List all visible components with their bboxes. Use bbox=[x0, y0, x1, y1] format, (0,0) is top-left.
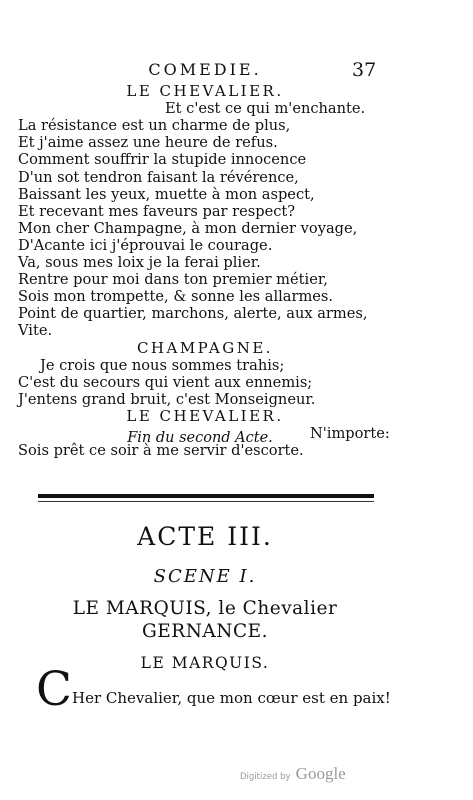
act-title: ACTE III. bbox=[137, 522, 273, 551]
watermark-prefix: Digitized by bbox=[240, 772, 291, 782]
speaker-heading: CHAMPAGNE. bbox=[136, 338, 274, 357]
running-title: COMEDIE. bbox=[148, 60, 262, 79]
speaker-heading: LE CHEVALIER. bbox=[126, 406, 284, 425]
drop-cap: C bbox=[36, 662, 72, 717]
verse-line: Sois mon trompette, & sonne les allarmes. bbox=[18, 288, 334, 306]
verse-line: Mon cher Champagne, à mon dernier voyage, bbox=[18, 219, 358, 237]
section-rule-thin bbox=[38, 501, 374, 502]
verse-line: Va, sous mes loix je la ferai plier. bbox=[18, 254, 261, 271]
scene-title: SCENE I. bbox=[153, 566, 257, 587]
cast-list-line-1: LE MARQUIS, le Chevalier bbox=[72, 598, 338, 619]
verse-line: D'un sot tendron faisant la révérence, bbox=[18, 168, 299, 186]
verse-line: Vite. bbox=[18, 322, 53, 340]
verse-line: D'Acante ici j'éprouvai le courage. bbox=[18, 236, 273, 254]
verse-line: La résistance est un charme de plus, bbox=[18, 117, 291, 135]
speaker-heading: LE CHEVALIER. bbox=[126, 82, 284, 100]
cast-list-line-2: GERNANCE. bbox=[142, 621, 268, 642]
verse-line: Et recevant mes faveurs par respect? bbox=[18, 202, 296, 220]
verse-line: Je crois que nous sommes trahis; bbox=[40, 356, 285, 374]
opening-verse-line: Her Chevalier, que mon cœur est en paix! bbox=[72, 689, 391, 707]
digitization-watermark bbox=[240, 764, 346, 784]
speaker-heading: LE MARQUIS. bbox=[140, 654, 270, 672]
section-rule-thick bbox=[38, 494, 374, 498]
verse-line: Et j'aime assez une heure de refus. bbox=[18, 134, 278, 152]
verse-line: Comment souffrir la stupide innocence bbox=[18, 151, 307, 169]
verse-line: J'entens grand bruit, c'est Monseigneur. bbox=[18, 390, 316, 408]
verse-line: Et c'est ce qui m'enchante. bbox=[165, 100, 366, 118]
verse-line: Sois prêt ce soir à me servir d'escorte. bbox=[18, 442, 304, 460]
verse-line: N'importe: bbox=[310, 425, 390, 442]
end-of-act-note: Fin du second Acte. bbox=[127, 430, 273, 446]
verse-line: Baissant les yeux, muette à mon aspect, bbox=[18, 185, 315, 203]
verse-line: C'est du secours qui vient aux ennemis; bbox=[18, 373, 313, 391]
verse-line: Rentre pour moi dans ton premier métier, bbox=[18, 271, 328, 289]
page-number: 37 bbox=[352, 59, 377, 81]
watermark-brand: Google bbox=[295, 764, 346, 783]
verse-line: Point de quartier, marchons, alerte, aux armes, bbox=[18, 305, 368, 323]
